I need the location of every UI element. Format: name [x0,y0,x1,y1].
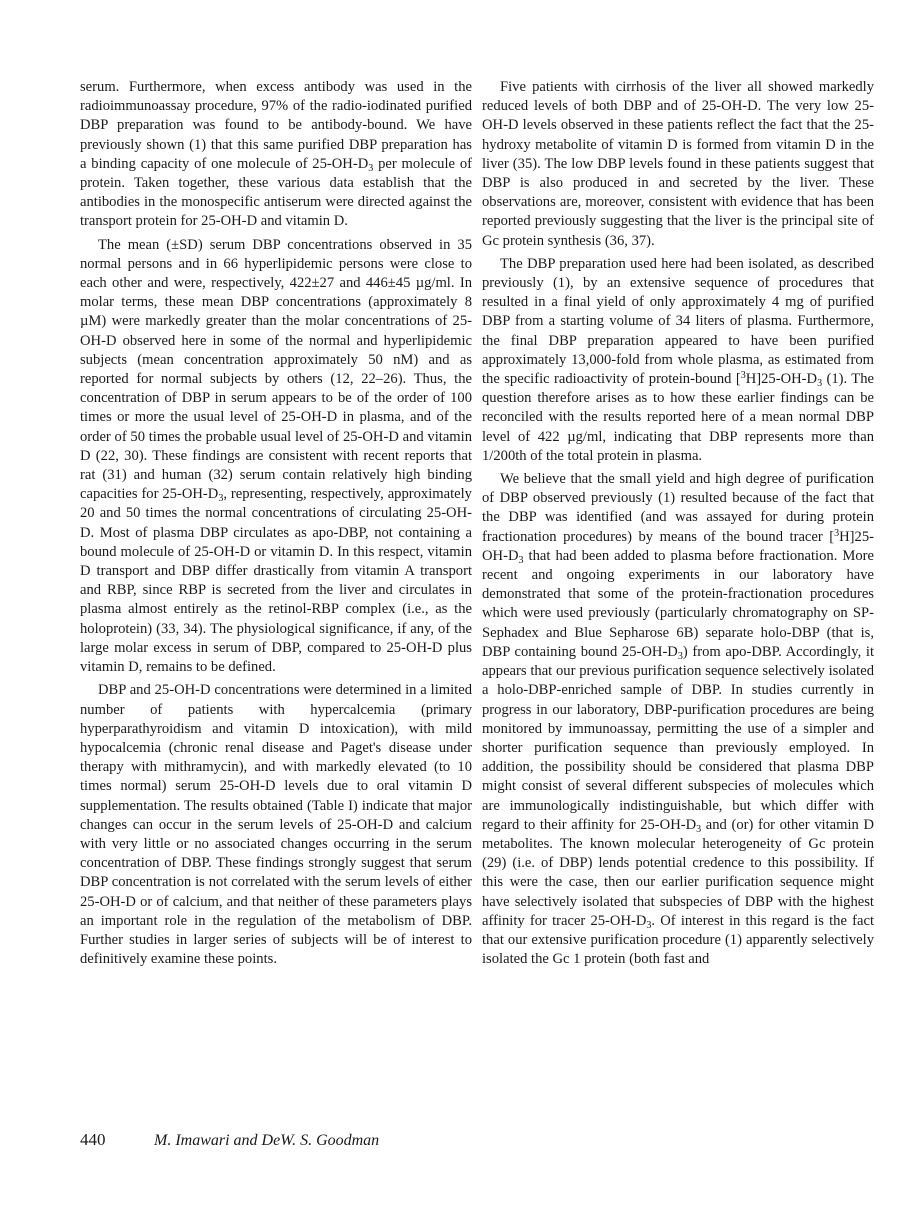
subscript: 3 [696,823,702,835]
paragraph [482,78,874,251]
text-run: , representing, respectively, approximately 20 and 50 times the normal concentrations of circulating 25-OH-D. Most of plasma DBP circulates as apo-DBP, not containing a bound molecule of 25-OH-D or vitamin D. In this respect, vitamin D transport and DBP differ drastically from vitamin A transport and RBP, since RBP is secreted from the liver and circulates in plasma almost entirely as the retinol-RBP complex (i.e., as the holoprotein) (33, 34). The physiological significance, if any, of the large molar excess in serum of DBP, compared to 25-OH-D plus vitamin D, remains to be defined. [80,486,472,676]
text-run: that had been added to plasma before fractionation. More recent and ongoing experiments in our laboratory have demonstrated that some of the protein-fractionation procedures which were used previously (particularly chromatography on SP-Sephadex and Blue Sepharose 6B) separate holo-DBP (that is, DBP containing bound 25-OH-D [482,547,874,660]
left-column [80,78,472,973]
subscript: 3 [368,162,374,174]
running-author: M. Imawari and DeW. S. Goodman [154,1132,380,1149]
subscript: 3 [218,493,224,505]
superscript: 3 [740,370,746,382]
paragraph [80,236,472,678]
text-run: The mean (±SD) serum DBP concentrations observed in 35 normal persons and in 66 hyperlipidemic persons were close to each other and were, respectively, 422±27 and 446±45 µg/ml. In molar terms, these mean DBP concentrations (approximately 8 µM) were markedly greater than the molar concentrations of 25-OH-D observed here in some of the normal and hyperlipidemic subjects (mean concentration approximately 50 nM) and as reported for normal subjects by others (12, 22–26). Thus, the concentration of DBP in serum appears to be of the order of 100 times or more the usual level of 25-OH-D in plasma, and of the order of 50 times the probable usual level of 25-OH-D and vitamin D (22, 30). These findings are consistent with recent reports that rat (31) and human (32) serum contain relatively high binding capacities for 25-OH-D [80,236,472,503]
text-run: Five patients with cirrhosis of the liver all showed markedly reduced levels of both DBP and of 25-OH-D. The very low 25-OH-D levels observed in these patients reflect the fact that the 25-hydroxy metabolite of vitamin D is formed from vitamin D in the liver (35). The low DBP levels found in these patients suggest that DBP is also produced in and secreted by the liver. These observations are, moreover, consistent with evidence that has been reported previously suggesting that the liver is the principal site of Gc protein synthesis (36, 37). [482,79,874,249]
page-footer [80,1130,379,1150]
text-run: ) from apo-DBP. Accordingly, it appears that our previous purification sequence selectively isolated a holo-DBP-enriched sample of DBP. In studies currently in progress in our laboratory, DBP-purification procedures are being monitored by immunoassay, permitting the use of a simpler and shorter purification sequence than previously employed. In addition, the possibility should be considered that plasma DBP might consist of several different subspecies of molecules which are immunologically indistinguishable, but which differ with regard to their affinity for 25-OH-D [482,643,875,833]
right-column [482,78,874,973]
paragraph [482,255,874,466]
text-run: (1). The question therefore arises as to how these earlier findings can be reconciled with the results reported here of a mean normal DBP level of 422 µg/ml, indicating that DBP represents more than 1/200th of the total protein in plasma. [482,371,874,464]
text-run: H]25-OH-D [482,528,874,564]
text-run: serum. Furthermore, when excess antibody was used in the radioimmunoassay procedure, 97% of the radio-iodinated purified DBP preparation was found to be antibody-bound. We have previously shown (1) that this same purified DBP preparation has a binding capacity of one molecule of 25-OH-D [80,79,472,172]
paragraph [80,78,472,232]
text-run: per molecule of protein. Taken together, these various data establish that the antibodies in the monospecific antiserum were directed against the transport protein for 25-OH-D and vitamin D. [80,155,472,230]
subscript: 3 [817,378,823,390]
text-run: DBP and 25-OH-D concentrations were determined in a limited number of patients with hypercalcemia (primary hyperparathyroidism and vitamin D intoxication), with mild hypocalcemia (chronic renal disease and Paget's disease under therapy with mithramycin), and with markedly elevated (to 10 times normal) serum 25-OH-D levels due to oral vitamin D supplementation. The results obtained (Table I) indicate that major changes can occur in the serum levels of 25-OH-D and calcium with very little or no associated changes occurring in the serum concentration of DBP. These findings strongly suggest that serum DBP concentration is not correlated with the serum levels of either 25-OH-D or of calcium, and that neither of these parameters plays an important role in the regulation of the metabolism of DBP. Further studies in larger series of subjects will be of interest to definitively examine these points. [80,682,472,968]
paragraph [482,470,874,969]
text-run: . Of interest in this regard is the fact that our extensive purification procedure (1) apparently selectively isolated the Gc 1 protein (both fast and [482,912,875,968]
subscript: 3 [518,554,524,566]
paragraph [80,681,472,969]
superscript: 3 [834,527,840,539]
text-run: The DBP preparation used here had been isolated, as described previously (1), by an extensive sequence of procedures that resulted in a final yield of only approximately 4 mg of purified DBP from a starting volume of 34 liters of plasma. Furthermore, the final DBP preparation appeared to have been purified approximately 13,000-fold from whole plasma, as estimated from the specific radioactivity of protein-bound [ [482,255,874,388]
text-run: H]25-OH-D [745,371,818,388]
subscript: 3 [646,919,652,931]
text-run: We believe that the small yield and high degree of purification of DBP observed previously (1) resulted because of the fact that the DBP was identified (and was assayed for during protein fractionation procedures) by means of the bound tracer [ [482,471,874,545]
page-number: 440 [80,1130,106,1149]
subscript: 3 [677,650,683,662]
text-run: and (or) for other vitamin D metabolites. The known molecular heterogeneity of Gc protein (29) (i.e. of DBP) lends potential credence to this possibility. If this were the case, then our earlier purification sequence might have selectively isolated that subspecies of DBP with the highest affinity for tracer 25-OH-D [482,816,875,929]
